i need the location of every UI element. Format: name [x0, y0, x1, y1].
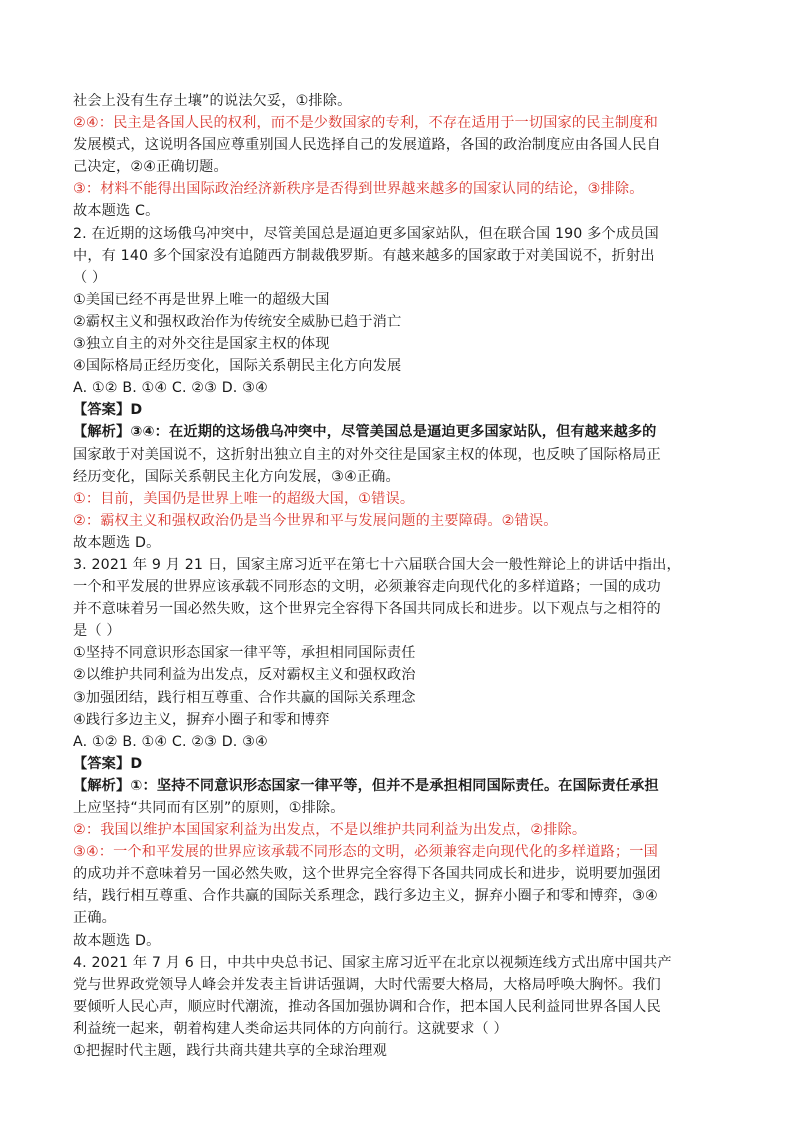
text-line: 【解析】③④：在近期的这场俄乌冲突中，尽管美国总是逼迫更多国家站队，但有越来越多的 [73, 424, 657, 441]
text-line: ①把握时代主题，践行共商共建共享的全球治理观 [73, 1043, 387, 1060]
text-line: 经历变化，国际关系朝民主化方向发展，③④正确。 [73, 468, 400, 485]
text-line: 要倾听人民心声，顺应时代潮流，推动各国加强协调和合作，把本国人民利益同世界各国人民 [73, 998, 661, 1015]
text-line: 正确。 [73, 910, 117, 927]
text-line: 利益统一起来，朝着构建人类命运共同体的方向前行。这就要求（ ） [73, 1020, 508, 1037]
text-line: 【答案】D [73, 402, 143, 419]
text-line: 并不意味着另一国必然失败，这个世界完全容得下各国共同成长和进步。以下观点与之相符的 [73, 601, 661, 618]
text-line: ③加强团结，践行相互尊重、合作共赢的国际关系理念 [73, 689, 416, 706]
text-line: ③④：一个和平发展的世界应该承载不同形态的文明，必须兼容走向现代化的多样道路；一国 [73, 844, 658, 861]
text-line: A. ①② B. ①④ C. ②③ D. ③④ [73, 380, 268, 397]
text-line: ①：目前，美国仍是世界上唯一的超级大国，①错误。 [73, 490, 415, 507]
text-line: 故本题选 D。 [73, 534, 161, 551]
text-line: 故本题选 D。 [73, 932, 161, 949]
text-line: A. ①② B. ①④ C. ②③ D. ③④ [73, 733, 268, 750]
text-line: 4. 2021 年 7 月 6 日，中共中央总书记、国家主席习近平在北京以视频连线方式出席中国共产 [73, 954, 672, 971]
text-line: 的成功并不意味着另一国必然失败，这个世界完全容得下各国共同成长和进步，说明要加强团 [73, 866, 661, 883]
text-line: 一个和平发展的世界应该承载不同形态的文明，必须兼容走向现代化的多样道路；一国的成功 [73, 579, 661, 596]
text-line: ②：霸权主义和强权政治仍是当今世界和平与发展问题的主要障碍。②错误。 [73, 512, 558, 529]
text-line: ③：材料不能得出国际政治经济新秩序是否得到世界越来越多的国家认同的结论，③排除。 [73, 181, 644, 198]
text-line: 上应坚持“共同而有区别”的原则，①排除。 [73, 800, 345, 816]
text-line: 2. 在近期的这场俄乌冲突中，尽管美国总是逼迫更多国家站队，但在联合国 190 多个成员国 [73, 225, 659, 242]
text-line: ③独立自主的对外交往是国家主权的体现 [73, 336, 330, 353]
text-line: ②以维护共同利益为出发点，反对霸权主义和强权政治 [73, 667, 416, 684]
text-line: ①坚持不同意识形态国家一律平等，承担相同国际责任 [73, 645, 416, 662]
text-line: ①美国已经不再是世界上唯一的超级大国 [73, 291, 330, 308]
text-line: 3. 2021 年 9 月 21 日，国家主席习近平在第七十六届联合国大会一般性辩论上的讲话中指出， [73, 556, 681, 573]
text-line: 【解析】①：坚持不同意识形态国家一律平等，但并不是承担相同国际责任。在国际责任承担 [73, 777, 659, 794]
text-line: ②④：民主是各国人民的权利，而不是少数国家的专利，不存在适用于一切国家的民主制度和 [73, 115, 658, 132]
text-line: 【答案】D [73, 755, 143, 772]
text-line: 社会上没有生存土壤”的说法欠妥，①排除。 [73, 93, 352, 109]
document-body [73, 90, 733, 1062]
text-line: 故本题选 C。 [73, 203, 160, 220]
text-line: 中，有 140 多个国家没有追随西方制裁俄罗斯。有越来越多的国家敢于对美国说不，折射出 [73, 247, 655, 264]
text-line: ④国际格局正经历变化，国际关系朝民主化方向发展 [73, 358, 402, 375]
text-line: ④践行多边主义，摒弃小圈子和零和博弈 [73, 711, 330, 728]
text-line: 国家敢于对美国说不，这折射出独立自主的对外交往是国家主权的体现，也反映了国际格局正 [73, 446, 661, 463]
text-line: 结，践行相互尊重、合作共赢的国际关系理念，践行多边主义，摒弃小圈子和零和博弈，③④ [73, 888, 658, 905]
text-line: 党与世界政党领导人峰会并发表主旨讲话强调，大时代需要大格局，大格局呼唤大胸怀。我们 [73, 976, 661, 993]
text-line: 发展模式，这说明各国应尊重别国人民选择自己的发展道路，各国的政治制度应由各国人民自 [73, 137, 661, 154]
text-line: ②霸权主义和强权政治作为传统安全威胁已趋于消亡 [73, 313, 402, 330]
text-line: ②：我国以维护本国国家利益为出发点，不是以维护共同利益为出发点，②排除。 [73, 822, 587, 839]
text-line: （ ） [73, 269, 107, 286]
text-line: 己决定，②④正确切题。 [73, 159, 228, 176]
text-line: 是（ ） [73, 623, 121, 640]
